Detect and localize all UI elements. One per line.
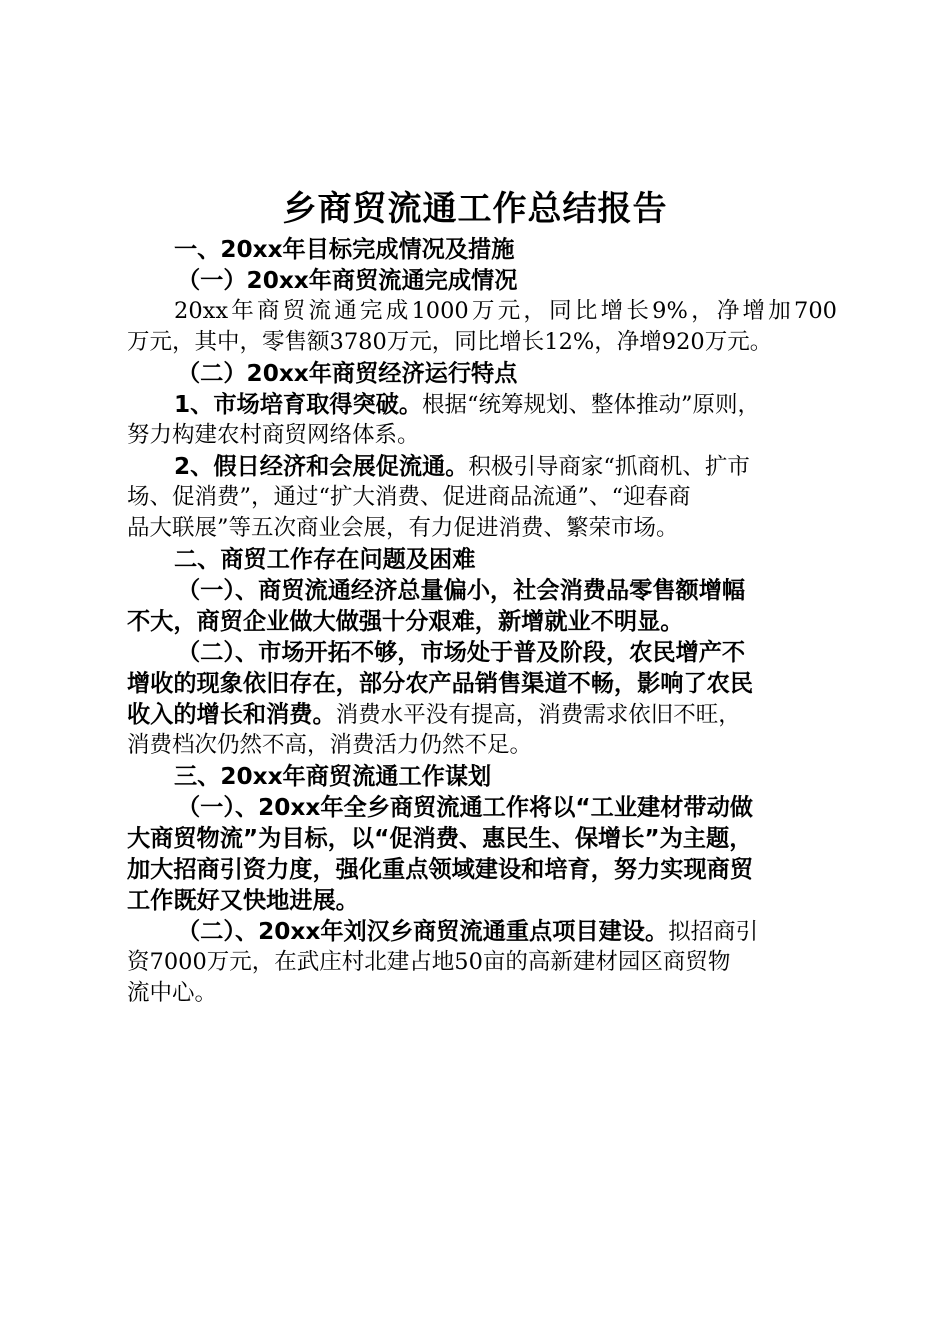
paragraph-text: （二）、市场开拓不够，市场处于普及阶段，农民增产不 — [177, 639, 746, 666]
paragraph-line — [127, 420, 837, 451]
paragraph-line — [127, 451, 837, 482]
paragraph-text: （一）、商贸流通经济总量偏小，社会消费品零售额增幅 — [177, 577, 746, 604]
heading-text: （二）20xx年商贸经济运行特点 — [177, 360, 518, 387]
paragraph-line — [127, 482, 837, 513]
heading-text: 二、商贸工作存在问题及困难 — [174, 546, 476, 573]
paragraph-text: 努力构建农村商贸网络体系。 — [127, 422, 420, 448]
paragraph-line — [127, 978, 837, 1009]
document-body — [127, 234, 837, 1009]
paragraph-text: （一）、20xx年全乡商贸流通工作将以“工业建材带动做 — [177, 794, 753, 821]
paragraph-line — [127, 854, 837, 885]
subsection-heading-1-1 — [127, 265, 837, 296]
paragraph-text: 拟招商引 — [668, 919, 759, 945]
lead-text: 收入的增长和消费。 — [127, 701, 336, 728]
paragraph-line — [127, 730, 837, 761]
paragraph-text: 场、促消费”，通过“扩大消费、促进商品流通”、“迎春商 — [127, 484, 691, 510]
paragraph-line — [127, 823, 837, 854]
paragraph-text: 流中心。 — [127, 980, 218, 1006]
heading-text: （一）20xx年商贸流通完成情况 — [177, 267, 518, 294]
paragraph-line — [127, 668, 837, 699]
section-heading-3 — [127, 761, 837, 792]
paragraph-line — [127, 575, 837, 606]
paragraph-text: 万元，其中，零售额3780万元，同比增长12%，净增920万元。 — [127, 329, 773, 355]
paragraph-line — [127, 513, 837, 544]
paragraph-text: 品大联展”等五次商业会展，有力促进消费、繁荣市场。 — [127, 515, 679, 541]
paragraph-text: 积极引导商家“抓商机、扩市 — [468, 454, 750, 480]
lead-text: 2、假日经济和会展促流通。 — [174, 453, 469, 480]
heading-text: 一、20xx年目标完成情况及措施 — [174, 236, 515, 263]
lead-text: 1、市场培育取得突破。 — [174, 391, 423, 418]
heading-text: 三、20xx年商贸流通工作谋划 — [174, 763, 492, 790]
paragraph-text: 消费水平没有提高，消费需求依旧不旺， — [335, 702, 741, 728]
paragraph-line — [127, 885, 837, 916]
paragraph-text: 消费档次仍然不高，消费活力仍然不足。 — [127, 732, 533, 758]
paragraph-line — [127, 296, 837, 327]
paragraph-text: 不大，商贸企业做大做强十分艰难，新增就业不明显。 — [127, 608, 684, 635]
paragraph-text: 根据“统筹规划、整体推动”原则， — [422, 392, 761, 418]
paragraph-line — [127, 327, 837, 358]
paragraph-text: 大商贸物流”为目标，以“促消费、惠民生、保增长”为主题， — [127, 825, 753, 852]
paragraph-line — [127, 916, 837, 947]
paragraph-line — [127, 389, 837, 420]
paragraph-text: 增收的现象依旧存在，部分农产品销售渠道不畅，影响了农民 — [127, 670, 754, 697]
lead-text: （二）、20xx年刘汉乡商贸流通重点项目建设。 — [177, 918, 669, 945]
paragraph-line — [127, 947, 837, 978]
paragraph-text: 20xx年商贸流通完成1000万元，同比增长9%，净增加700 — [174, 298, 837, 324]
subsection-heading-1-2 — [127, 358, 837, 389]
paragraph-line — [127, 699, 837, 730]
document-title: 乡商贸流通工作总结报告 — [282, 189, 668, 229]
paragraph-line — [127, 606, 837, 637]
paragraph-text: 资7000万元，在武庄村北建占地50亩的高新建材园区商贸物 — [127, 949, 731, 975]
paragraph-text: 工作既好又快地进展。 — [127, 887, 359, 914]
section-heading-1 — [127, 234, 837, 265]
paragraph-text: 加大招商引资力度，强化重点领域建设和培育，努力实现商贸 — [127, 856, 754, 883]
paragraph-line — [127, 637, 837, 668]
paragraph-line — [127, 792, 837, 823]
section-heading-2 — [127, 544, 837, 575]
